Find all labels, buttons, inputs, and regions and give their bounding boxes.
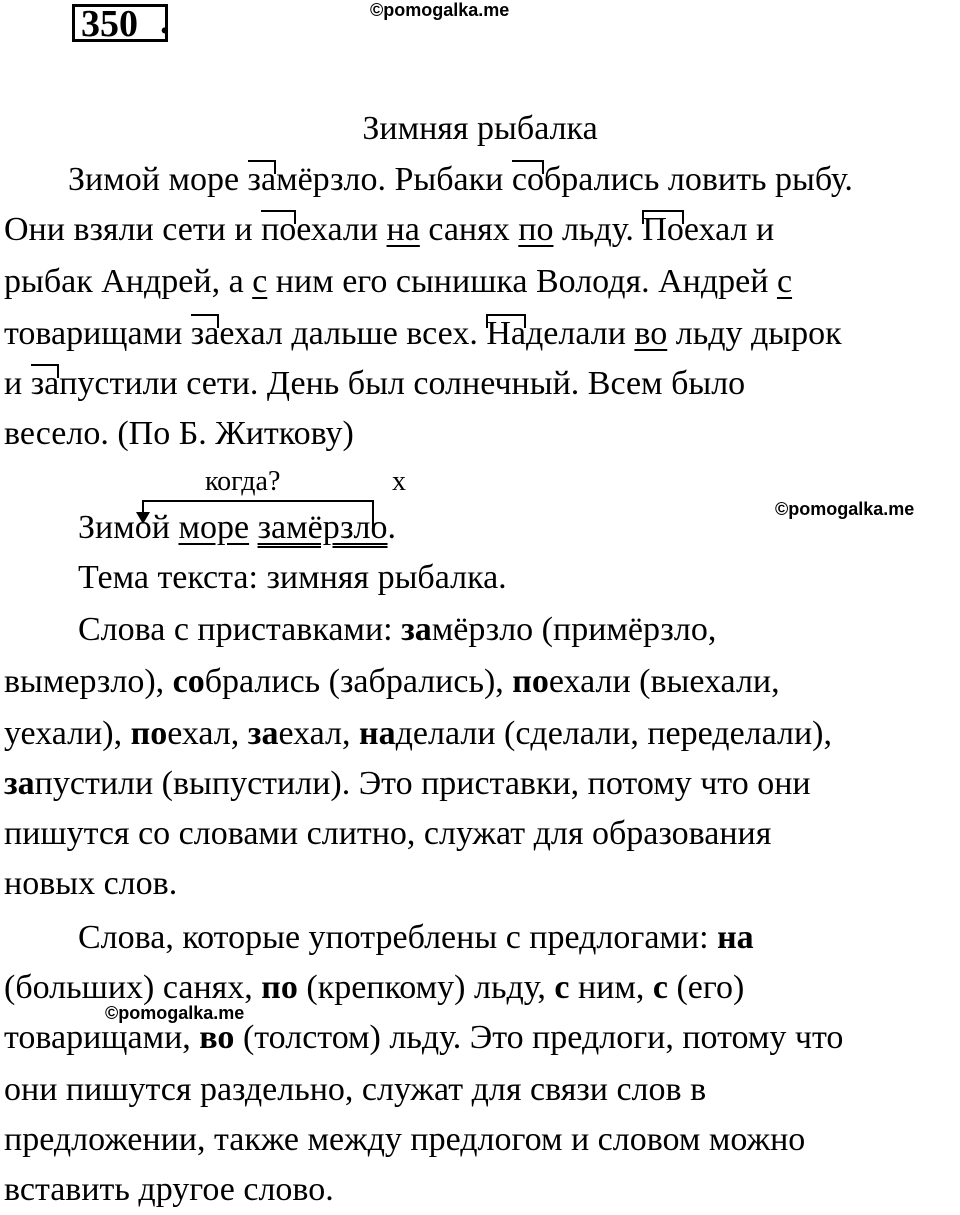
prefix-mark: за (31, 359, 60, 409)
text-line-6: весело. (По Б. Житкову) (4, 415, 354, 452)
prefixes-line-3: уехали), поехал, заехал, наделали (сделали, переделали), (4, 715, 832, 752)
prepositions-line-4: они пишутся раздельно, служат для связи слов в (4, 1071, 707, 1108)
prefixes-line-5: пишутся со словами слитно, служат для образования (4, 815, 772, 852)
prepositions-line-2: (больших) санях, по (крепкому) льду, с ним, с (его) (4, 969, 745, 1006)
prefixes-line-1: Слова с приставками: замёрзло (примёрзло, (78, 611, 717, 648)
prepositions-line-3: товарищами, во (толстом) льду. Это предлоги, потому что (4, 1019, 844, 1056)
prefix-mark: за (191, 309, 220, 359)
parse-mark: x (392, 466, 406, 497)
prefix-mark: по (261, 205, 296, 255)
parse-sentence: Зимой море замёрзло. (78, 509, 397, 546)
text-line-3: рыбак Андрей, а с ним его сынишка Володя. Андрей с (4, 263, 793, 300)
exercise-number-dot: . (160, 0, 170, 42)
text-line-4: товарищами заехал дальше всех. Наделали во льду дырок (4, 309, 842, 359)
preposition-underline: с (252, 263, 268, 300)
preposition-underline: на (386, 211, 420, 248)
watermark: ©pomogalka.me (370, 0, 510, 20)
preposition-underline: с (776, 263, 793, 300)
watermark: ©pomogalka.me (105, 1003, 245, 1023)
text-line-5: и запустили сети. День был солнечный. Всем было (4, 359, 745, 409)
preposition-underline: во (634, 315, 668, 352)
prefixes-line-6: новых слов. (4, 865, 178, 902)
watermark: ©pomogalka.me (775, 499, 915, 519)
prefix-mark: за (248, 155, 277, 205)
parse-arrow-top (142, 500, 374, 502)
text-line-1: Зимой море замёрзло. Рыбаки собрались ловить рыбу. (68, 155, 853, 205)
topic-line: Тема текста: зимняя рыбалка. (78, 559, 507, 596)
parse-subject: море (178, 509, 250, 546)
exercise-number: 350 (72, 4, 168, 42)
prefix-mark: По (642, 205, 684, 255)
prefixes-line-2: вымерзло), собрались (забрались), поехали (выехали, (4, 663, 780, 700)
prepositions-line-6: вставить другое слово. (4, 1171, 334, 1208)
parse-question: когда? (205, 466, 281, 497)
prefix-mark: На (486, 309, 526, 359)
text-line-2: Они взяли сети и поехали на санях по льду. Поехал и (4, 205, 774, 255)
prefix-mark: со (512, 155, 544, 205)
parse-predicate: замёрзло (257, 509, 388, 546)
parse-adverbial: Зимой (78, 509, 170, 546)
prepositions-line-1: Слова, которые употреблены с предлогами: на (78, 919, 754, 956)
text-title: Зимняя рыбалка (362, 110, 598, 147)
preposition-underline: по (518, 211, 554, 248)
prepositions-line-5: предложении, также между предлогом и словом можно (4, 1121, 806, 1158)
prefixes-line-4: запустили (выпустили). Это приставки, потому что они (4, 765, 811, 802)
